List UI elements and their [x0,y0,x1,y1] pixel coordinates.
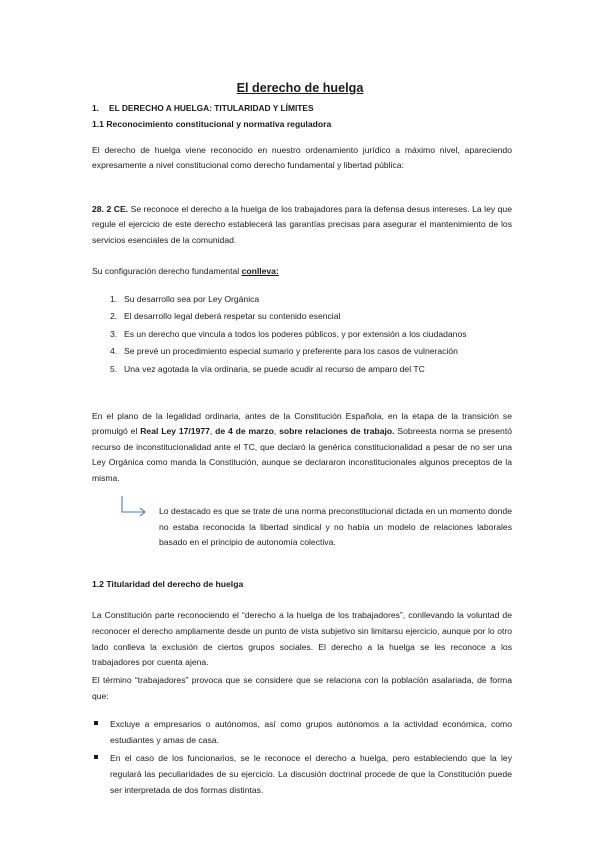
list-item-text: Excluye a empresarios o autónomos, así como grupos autónomos a la actividad económica, como estudiantes y amas de casa. [110,719,512,745]
list-item-number: 1. [110,294,118,304]
list-item-number: 4. [110,346,118,357]
bullet-square-icon [94,721,98,725]
article-reference: 28. 2 CE. [92,204,129,214]
paragraph-intro: El derecho de huelga viene reconocido en nuestro ordenamiento jurídico a máximo nivel, apareciendo expresamente a nivel constitucional como derecho fundamental y libertad pública: [92,145,512,171]
list-item-text: Es un derecho que vincula a todos los poderes públicos, y por extensión a los ciudadanos [124,328,467,339]
bullet-square-icon [94,755,98,759]
list-item-text: En el caso de los funcionarios, se le reconoce el derecho a huelga, pero estableciendo que la ley regulará las peculiaridades de su ejercicio. La discusión doctrinal procede de que la Constitución puede ser interpretada de dos formas distintas. [110,753,512,795]
paragraph-article-28 [92,202,512,248]
arrow-connector-icon [120,494,150,520]
configuration-emphasis: conlleva: [241,266,279,276]
list-item [92,750,512,798]
list-item-number: 5. [110,363,118,374]
text-run: , [209,426,216,437]
document-title: El derecho de huelga [236,81,364,95]
section-1-title: EL DERECHO A HUELGA: TITULARIDAD Y LÍMITES [109,103,314,113]
list-item-number: 3. [110,328,118,339]
bullet-list [92,716,512,800]
law-reference: Real Ley 17/1977 [140,426,210,437]
subsection-1-2-heading: 1.2 Titularidad del derecho de huelga [92,579,244,589]
section-1-number: 1. [92,103,99,113]
paragraph-titularidad: La Constitución parte reconociendo el “derecho a la huelga de los trabajadores”, conllevando la voluntad de reconocer el derecho ampliamente desde un punto de vista subjetivo sin limitarsu ejercicio, aunque por lo otro lado conlleva la exclusión de ciertos grupos sociales. El derecho a la huelga se les reconoce a los trabajadores por cuenta ajena. [92,610,512,668]
list-item [92,716,512,748]
subsection-1-1-heading: 1.1 Reconocimiento constitucional y normativa reguladora [92,119,332,129]
list-item [92,309,502,324]
list-item [92,362,502,377]
paragraph-legalidad-ordinaria [92,409,512,486]
list-item-text: Su desarrollo sea por Ley Orgánica [124,294,260,304]
paragraph-configuration [92,264,512,279]
configuration-text: Su configuración derecho fundamental [92,266,242,276]
highlight-note: Lo destacado es que se trate de una norma preconstitucional dictada en un momento donde no estaba reconocida la libertad sindical y no había un modelo de relaciones laborales basado en el principio de autonomía colectiva. [159,506,512,548]
paragraph-trabajadores: El término “trabajadores” provoca que se considere que se relaciona con la población asalariada, de forma que: [92,675,512,701]
text-run: , [273,426,280,437]
rights-list [92,292,502,379]
list-item-text: El desarrollo legal deberá respetar su contenido esencial [124,311,341,322]
law-subject: sobre relaciones de trabajo. [279,426,395,437]
list-item-number: 2. [110,311,118,322]
list-item [92,344,502,359]
list-item [92,292,502,307]
text-run: En el plano de la legalidad ordinaria, antes de la Constitución Española, en la etapa de la transición se promulgó el [92,411,512,437]
article-text: Se reconoce el derecho a la huelga de los trabajadores para la defensa desus intereses. La ley que regule el ejercicio de este derecho establecerá las garantías precisas para asegurar el mantenimiento de los servicios esenciales de la comunidad. [92,204,512,245]
list-item-text: Se prevé un procedimiento especial sumario y preferente para los casos de vulneración [124,346,458,357]
section-1-heading [92,101,314,116]
list-item-text: Una vez agotada la vía ordinaria, se puede acudir al recurso de amparo del TC [124,363,425,374]
law-date: de 4 de marzo [215,426,274,437]
list-item [92,327,502,342]
text-run: Sobreesta norma se presentó recurso de inconstitucionalidad ante el TC, que declaró la genérica constitucionalidad a pesar de no ser una Ley Orgánica como manda la Constitución, aunque se declararon inconstitucionales algunos preceptos de la misma. [92,426,512,483]
